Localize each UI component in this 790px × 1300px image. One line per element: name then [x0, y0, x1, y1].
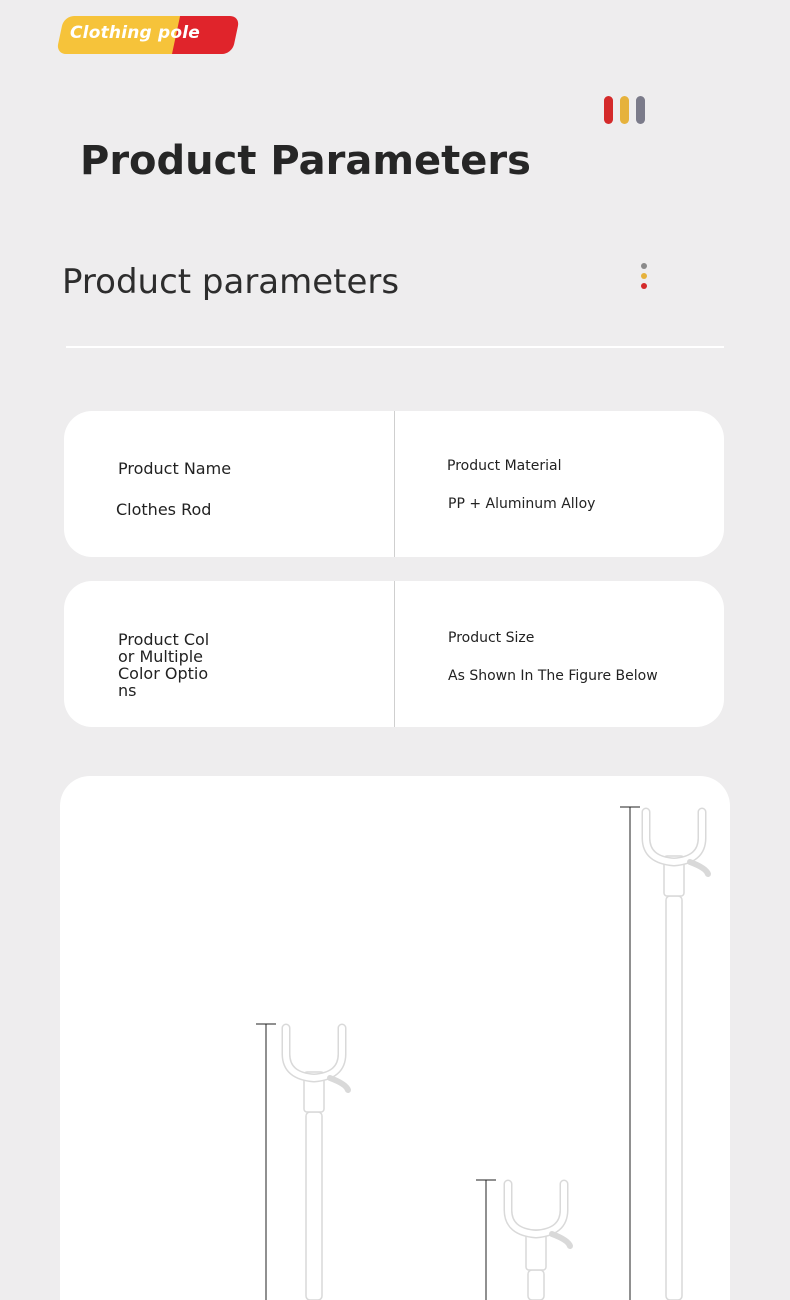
category-badge — [56, 16, 232, 54]
bar-gray — [636, 96, 645, 124]
page-title: Product Parameters — [80, 138, 531, 184]
param-cell-name — [64, 411, 394, 557]
param-card-2 — [64, 581, 724, 727]
bar-yellow — [620, 96, 629, 124]
param-label-color: Product Col or Multiple Color Optio ns — [118, 630, 210, 700]
dot-red — [641, 283, 647, 289]
param-label-name: Product Name — [118, 459, 232, 478]
param-label-size: Product Size — [448, 630, 535, 646]
dot-yellow — [641, 273, 647, 279]
dot-gray — [641, 263, 647, 269]
badge-label: Clothing pole — [70, 23, 201, 43]
param-value-name: Clothes Rod — [116, 500, 212, 519]
clothes-rod-long — [646, 812, 708, 1300]
param-value-size: As Shown In The Figure Below — [448, 668, 658, 684]
section-title: Product parameters — [62, 262, 400, 302]
section-divider — [66, 346, 724, 348]
param-cell-size — [394, 581, 724, 727]
product-size-figure — [60, 776, 730, 1300]
param-cell-material — [394, 411, 724, 557]
decorative-bars — [604, 96, 645, 124]
param-cell-color — [64, 581, 394, 727]
decorative-dots — [641, 263, 647, 289]
clothes-rod-short — [508, 1184, 570, 1300]
clothes-rod-medium — [286, 1028, 348, 1300]
param-card-1 — [64, 411, 724, 557]
param-label-material: Product Material — [447, 458, 562, 474]
param-value-material: PP + Aluminum Alloy — [448, 496, 596, 512]
bar-red — [604, 96, 613, 124]
size-illustration — [60, 776, 730, 1300]
